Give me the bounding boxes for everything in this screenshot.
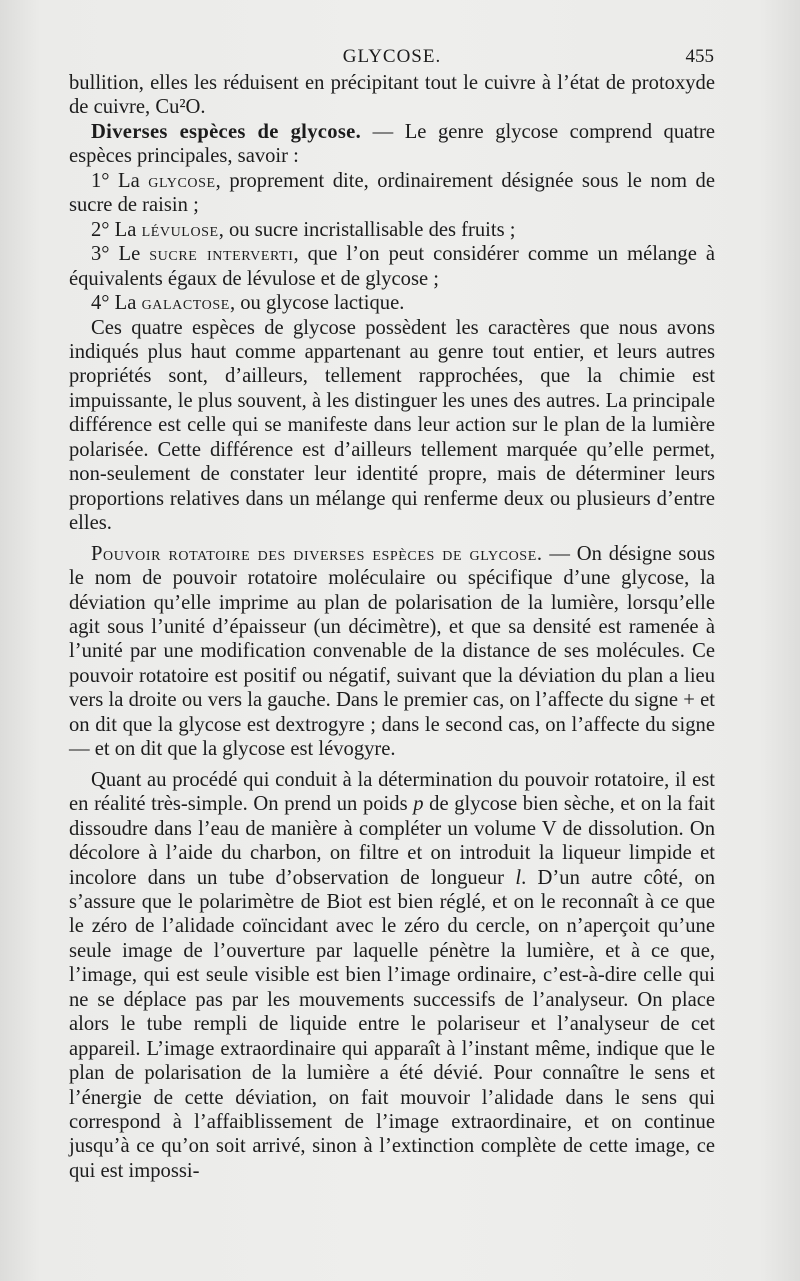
running-title: GLYCOSE. [342, 46, 442, 67]
list-item-term: sucre interverti [149, 243, 294, 266]
procedure-text-a: Quant au procédé qui conduit à la détermination du pouvoir rotatoire, il est en réalité très-simple. On prend un poids [69, 768, 715, 816]
list-item-text: , proprement dite, ordinairement désignée sous le nom de sucre de raisin ; [69, 169, 715, 217]
variable-l: l [515, 866, 522, 889]
variable-p: p [413, 793, 424, 816]
list-item-levulose [69, 218, 715, 242]
list-item-galactose [69, 291, 715, 315]
paragraph-species-properties: Ces quatre espèces de glycose possèdent les caractères que nous avons indiqués plus haut comme appartenant au genre tout entier, et leurs autres propriétés sont, d’ailleurs, tellement rapprochées, que la chimie est impuissante, le plus souvent, à les distinguer les unes des autres. La principale différence est celle qui se manifeste dans leur action sur le plan de la lumière polarisée. Cette différence est d’ailleurs tellement marquée qu’elle permet, non-seulement de constater leur identité propre, mais de déterminer leurs proportions relatives dans un mélange qui renferme deux ou plusieurs d’entre elles. [69, 316, 715, 535]
list-item-term: lévulose [141, 218, 219, 241]
section-heading-glycose-species: Diverses espèces de glycose. [91, 120, 362, 143]
section-intro-text: — Le genre glycose comprend quatre espèces principales, savoir : [69, 120, 715, 168]
paragraph-continuation: bullition, elles les réduisent en précipitant tout le cuivre à l’état de protoxyde de cuivre, Cu²O. [69, 72, 715, 119]
list-item-term: glycose [148, 169, 216, 192]
list-item-sucre-interverti [69, 242, 715, 291]
section-body-text: — On désigne sous le nom de pouvoir rotatoire moléculaire ou spécifique d’une glycose, la déviation qu’elle imprime au plan de polarisation de la lumière, lorsqu’elle agit sous l’unité d’épaisseur (un décimètre), et que sa densité est ramenée à l’unité par une modification convenable de la distance de ses molécules. Ce pouvoir rotatoire est positif ou négatif, suivant que la déviation du plan a lieu vers la droite ou vers la gauche. Dans le premier cas, on l’affecte du signe + et on dit que la glycose est dextrogyre ; dans le second cas, on l’affecte du signe — et on dit que la glycose est lévogyre. [69, 542, 715, 761]
list-item-glycose [69, 169, 715, 218]
paragraph-glycose-species [69, 120, 715, 169]
list-item-number: 4° La [91, 292, 142, 315]
paragraph-procedure [69, 768, 715, 1184]
list-item-number: 3° Le [91, 243, 150, 266]
section-heading-rotatory-power: Pouvoir rotatoire des diverses espèces de glycose. [91, 542, 543, 565]
paragraph-rotatory-power [69, 542, 715, 762]
list-item-text: , que l’on peut considérer comme un mélange à équivalents égaux de lévulose et de glycose ; [69, 243, 715, 290]
page-header [70, 44, 714, 74]
list-item-number: 1° La [91, 169, 149, 192]
page-body [69, 71, 715, 1183]
page-number: 455 [685, 46, 714, 67]
procedure-text-b: de glycose bien sèche, et on la fait dissoudre dans l’eau de manière à compléter un volume V de dissolution. On décolore à l’aide du charbon, on filtre et on introduit la liqueur limpide et incolore dans un tube d’observation de longueur [69, 793, 715, 889]
procedure-text-c: . D’un autre côté, on s’assure que le polarimètre de Biot est bien réglé, et on le reconnaît à ce que le zéro de l’alidade coïncidant avec le zéro du cercle, on n’aperçoit qu’une seule image de l’ouverture par laquelle pénètre la lumière, et à ce que, l’image, qui est seule visible est bien l’image ordinaire, c’est-à-dire celle qui ne se déplace pas par les mouvements successifs de l’analyseur. On place alors le tube rempli de liquide entre le polariseur et l’analyseur de cet appareil. L’image extraordinaire qui apparaît à l’instant même, indique que le plan de polarisation de la lumière a été dévié. Pour connaître le sens et l’énergie de cette déviation, on fait mouvoir l’alidade dans le sens qui correspond à l’affaiblissement de l’image extraordinaire, et on continue jusqu’à ce qu’on soit arrivé, sinon à l’extinction complète de cette image, ce qui est impossi- [69, 866, 716, 1182]
list-item-text: , ou sucre incristallisable des fruits ; [218, 218, 516, 241]
list-item-text: , ou glycose lactique. [229, 292, 405, 315]
list-item-number: 2° La [91, 218, 142, 241]
list-item-term: galactose [141, 292, 230, 315]
